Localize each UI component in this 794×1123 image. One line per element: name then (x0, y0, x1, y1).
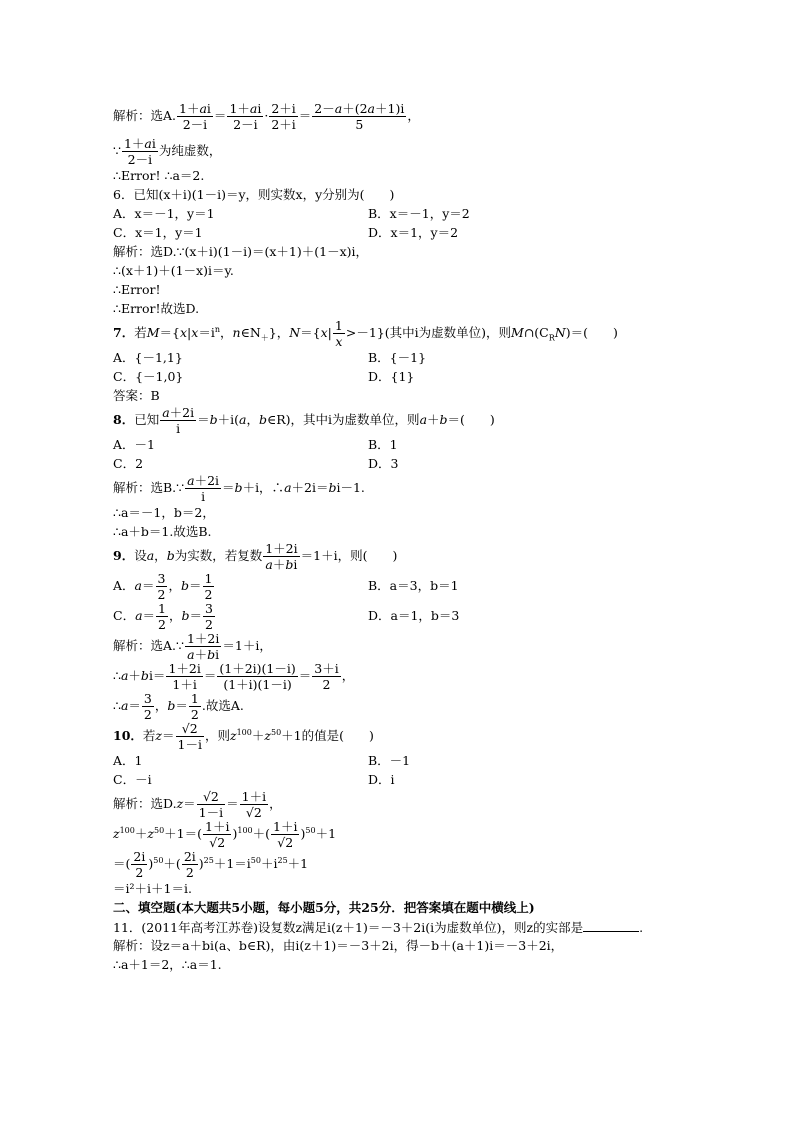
solution-9-line-1: 解析：选A.∵ $\frac{1+2i}{a+bi}$ ＝1＋i， (113, 631, 272, 662)
option-b: B．a＝3，b＝1 (368, 578, 459, 593)
solution-6-line-4: ∴Error!故选D. (113, 301, 200, 316)
q7-options-ab (113, 348, 693, 367)
q8-options-cd (113, 454, 693, 473)
option-d: D．{1} (368, 369, 415, 384)
option-c: C．x＝1，y＝1 (113, 225, 203, 240)
question-9: 9．设a，b为实数，若复数 $\frac{1+2i}{a+bi}$ ＝1＋i，则( ) (113, 541, 398, 572)
option-a: A．a＝ $\frac{3}{2}$ ，b＝ $\frac{1}{2}$ (113, 571, 213, 602)
option-c: C．2 (113, 456, 144, 471)
solution-8-line-3: ∴a＋b＝1.故选B. (113, 524, 212, 539)
fraction: $\frac{2+i}{2+i}$ (271, 101, 296, 132)
question-6: 6．已知(x＋i)(1－i)＝y，则实数x，y分别为( ) (113, 187, 395, 202)
solution-6-line-3: ∴Error! (113, 282, 161, 297)
document-page (113, 96, 693, 974)
answer-7: 答案：B (113, 388, 160, 403)
solution-8-line-1: 解析：选B.∵ $\frac{a+2i}{i}$ ＝b＋i，∴a＋2i＝bi－1. (113, 473, 365, 504)
answer-blank[interactable] (583, 917, 639, 932)
option-d: D．i (368, 772, 395, 787)
q6-options-ab (113, 204, 693, 223)
option-c: C．{－1,0} (113, 369, 184, 384)
solution-6-line-2: ∴(x＋1)＋(1－x)i＝y. (113, 263, 234, 278)
option-c: C．a＝ $\frac{1}{2}$ ，b＝ $\frac{3}{2}$ (113, 601, 213, 632)
text-span: 解析：选A. (113, 108, 177, 123)
question-10: 10．若z＝ $\frac{√2}{1-i}$ ，则$z^{100}+z^{50}+1$的值是( ) (113, 721, 374, 752)
solution-8-line-2: ∴a＝－1，b＝2， (113, 505, 215, 520)
option-b: B．{－1} (368, 350, 427, 365)
q8-options-ab (113, 435, 693, 454)
option-c: C．－i (113, 772, 152, 787)
option-a: A．{－1,1} (113, 350, 183, 365)
question-7: 7．若$M=\{x|x=i^n$，$n\in N_+$}，N＝{x| $\frac{1}{x}$ >－1}(其中i为虚数单位)，则$M\cap(C_RN)=$( ) (113, 318, 618, 349)
q9-options-cd (113, 601, 693, 631)
question-11-text: 11．(2011年高考江苏卷)设复数z满足i(z＋1)＝－3＋2i(i为虚数单位)，则z的实部是 (113, 920, 584, 935)
option-b: B．1 (368, 437, 398, 452)
option-d: D．a＝1，b＝3 (368, 608, 460, 623)
q7-options-cd (113, 367, 693, 386)
q10-options-cd (113, 770, 693, 789)
q9-options-ab (113, 571, 693, 601)
q10-options-ab (113, 751, 693, 770)
solution-6-line-1: 解析：选D.∵(x＋i)(1－i)＝(x＋1)＋(1－x)i， (113, 244, 369, 259)
option-b: B．－1 (368, 753, 411, 768)
solution-10-line-2: $z^{100}+z^{50}+1=$( $\frac{1+i}{√2}$ )$^{100}$＋( $\frac{1+i}{√2}$ )$^{50}$＋1 (113, 819, 337, 850)
option-d: D．3 (368, 456, 399, 471)
solution-10-line-4: ＝i²＋i＋1＝i. (113, 881, 192, 896)
fraction: $\frac{1+ai}{2-i}$ (229, 101, 262, 132)
fraction: $\frac{1+ai}{2-i}$ (179, 101, 211, 132)
solution-11-line-1: 解析：设z＝a＋bi(a、b∈R)，由i(z＋1)＝－3＋2i，得－b＋(a＋1)i＝－3＋2i， (113, 938, 564, 953)
solution-10-line-1: 解析：选D.z＝ $\frac{√2}{1-i}$ ＝ $\frac{1+i}{√2}$ ， (113, 789, 282, 820)
option-a: A．x＝－1，y＝1 (113, 206, 215, 221)
option-d: D．x＝1，y＝2 (368, 225, 459, 240)
fraction: $\frac{2-a+(2a+1)i}{5}$ (314, 101, 405, 132)
fraction: $\frac{1+ai}{2-i}$ (123, 136, 156, 167)
solution-5-line-1: 解析：选A. $\frac{1+ai}{2-i}$ ＝ $\frac{1+ai}{2-i}$ · $\frac{2+i}{2+i}$ ＝ $\frac{2-a+(2a+1)i}{5}$ ， (113, 101, 420, 132)
question-11: 11．(2011年高考江苏卷)设复数z满足i(z＋1)＝－3＋2i(i为虚数单位)，则z的实部是 . (113, 917, 693, 936)
solution-9-line-2: ∴a＋bi＝ $\frac{1+2i}{1+i}$ ＝ $\frac{(1+2i)(1-i)}{(1+i)(1-i)}$ ＝ $\frac{3+i}{2}$ ， (113, 661, 355, 692)
solution-9-line-3: ∴a＝ $\frac{3}{2}$ ，b＝ $\frac{1}{2}$ .故选A. (113, 691, 244, 722)
section-2-heading: 二、填空题(本大题共5小题，每小题5分，共25分．把答案填在题中横线上) (113, 900, 535, 915)
option-b: B．x＝－1，y＝2 (368, 206, 470, 221)
solution-11-line-2: ∴a＋1＝2，∴a＝1. (113, 957, 222, 972)
q6-options-cd (113, 223, 693, 242)
solution-5-line-3: ∴Error! ∴a＝2. (113, 168, 205, 183)
solution-5-line-2: ∵ $\frac{1+ai}{2-i}$ 为纯虚数， (113, 136, 222, 167)
option-a: A．1 (113, 753, 143, 768)
question-8: 8．已知 $\frac{a+2i}{i}$ ＝b＋i(a，b∈R)，其中i为虚数单位，则a＋b＝( ) (113, 405, 495, 436)
option-a: A．－1 (113, 437, 155, 452)
solution-10-line-3: ＝( $\frac{2i}{2}$ )$^{50}$＋( $\frac{2i}{2}$ )$^{25}+1=i^{50}+i^{25}+1$ (113, 849, 309, 880)
